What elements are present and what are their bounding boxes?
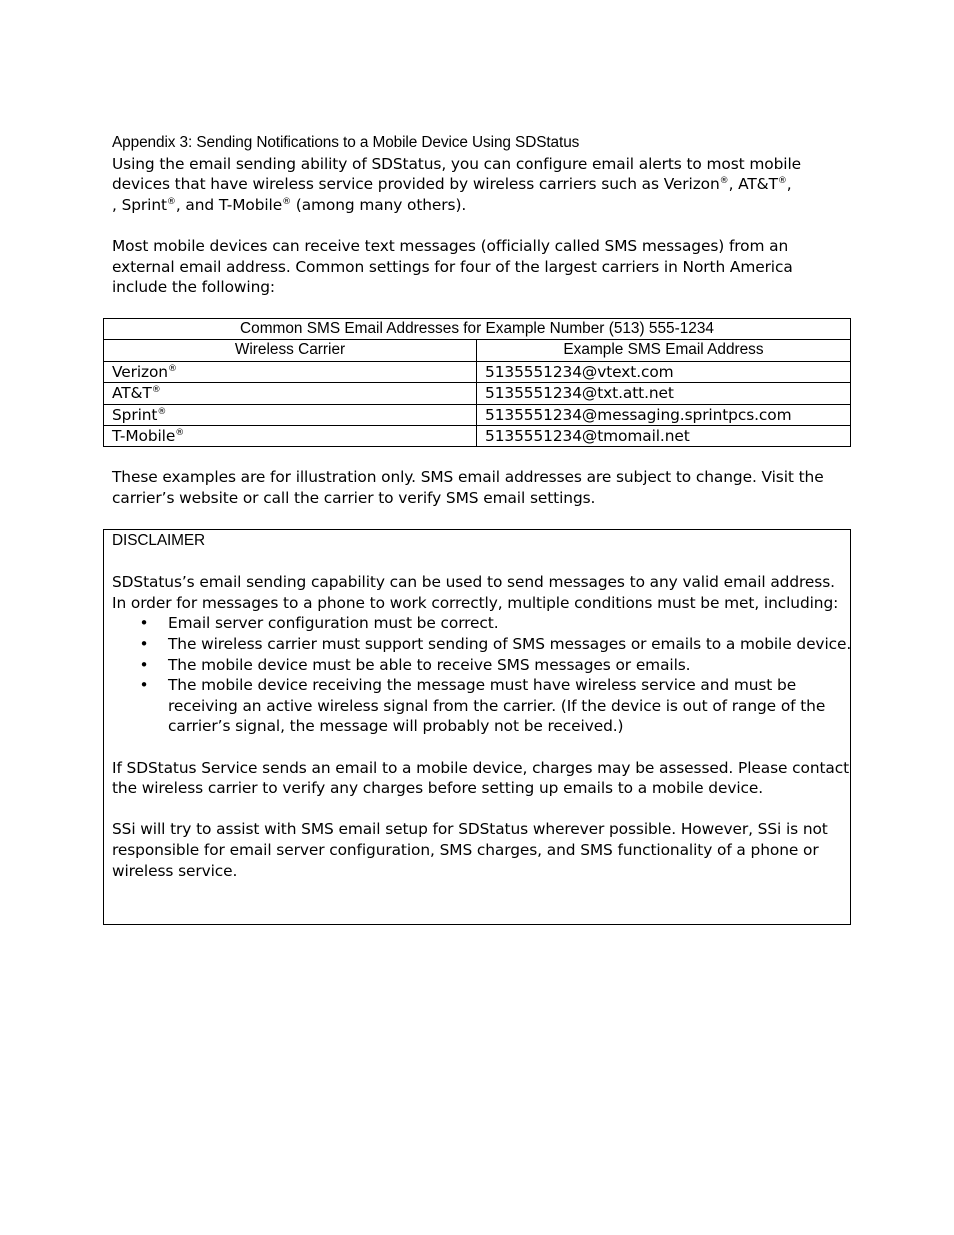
table-row	[104, 426, 851, 447]
condition-text: The mobile device must be able to receive SMS messages or emails.	[168, 655, 691, 674]
list-item	[112, 613, 852, 634]
intro-paragraph: Using the email sending ability of SDStatus, you can configure email alerts to most mobile devices that have wireless service provided by wireless carriers such as Verizon®, AT&T®, , Sprint®, and T-Mobile® (among many others).	[112, 154, 801, 214]
table-header-row	[104, 340, 851, 361]
registered-mark: ®	[157, 406, 167, 417]
conditions-list	[112, 613, 852, 737]
disclaimer-box	[103, 529, 851, 925]
registered-mark: ®	[151, 385, 161, 396]
disclaimer-content	[112, 531, 852, 881]
carrier-name: AT&T	[112, 384, 152, 403]
table-row	[104, 383, 851, 404]
intro-part-4: , and T-Mobile	[175, 195, 283, 214]
registered-mark: ®	[282, 196, 291, 207]
table-caption: Common SMS Email Addresses for Example Number (513) 555-1234	[104, 319, 851, 340]
sms-address-table-wrapper	[103, 318, 851, 447]
charges-paragraph: If SDStatus Service sends an email to a mobile device, charges may be assessed. Please contact the wireless carrier to verify any charges before setting up emails to a mobile device.	[112, 758, 850, 798]
carrier-cell	[104, 383, 477, 404]
intro-part-2: , AT&T	[728, 175, 778, 194]
intro-part-3: , Sprint	[112, 195, 167, 214]
disclaimer-intro: SDStatus’s email sending capability can be used to send messages to any valid email address. In order for messages to a phone to work correctly, multiple conditions must be met, including:	[112, 573, 839, 612]
carrier-cell	[104, 404, 477, 425]
table-row	[104, 404, 851, 425]
carrier-name: T-Mobile	[112, 427, 176, 446]
registered-mark: ®	[777, 176, 787, 187]
support-paragraph: SSi will try to assist with SMS email setup for SDStatus wherever possible. However, SSi is not responsible for email server configuration, SMS charges, and SMS functionality of a phone or wireless service.	[112, 820, 828, 880]
condition-text: The mobile device receiving the message must have wireless service and must be receiving an active wireless signal from the carrier. (If the device is out of range of the carrier’s signal, the message will probably not be received.)	[168, 676, 826, 736]
sms-address-table	[103, 318, 851, 447]
list-item	[112, 634, 852, 655]
carrier-cell	[104, 426, 477, 447]
registered-mark: ®	[166, 196, 176, 207]
appendix-section	[112, 133, 852, 298]
sms-paragraph: Most mobile devices can receive text messages (officially called SMS messages) from an external email address. Common settings for four of the largest carriers in North America include the following:	[112, 236, 793, 297]
appendix-title: Appendix 3: Sending Notifications to a Mobile Device Using SDStatus	[112, 134, 580, 151]
condition-text: Email server configuration must be correct.	[168, 614, 499, 633]
carrier-name: Verizon	[112, 362, 168, 381]
bullet-icon: •	[139, 676, 149, 695]
carrier-cell	[104, 361, 477, 382]
header-wireless-carrier: Wireless Carrier	[104, 340, 477, 361]
registered-mark: ®	[719, 176, 729, 187]
disclaimer-title: DISCLAIMER	[112, 532, 206, 549]
condition-text: The wireless carrier must support sending of SMS messages or emails to a mobile device.	[168, 634, 852, 653]
carrier-name: Sprint	[112, 405, 158, 424]
list-item	[112, 655, 852, 676]
list-item	[112, 675, 852, 737]
address-cell: 5135551234@vtext.com	[477, 361, 851, 382]
table-caption-row	[104, 319, 851, 340]
illustration-note: These examples are for illustration only. SMS email addresses are subject to change. Visit the carrier’s website or call the carrier to verify SMS email settings.	[112, 468, 824, 507]
intro-part-5: (among many others).	[291, 195, 467, 214]
address-cell: 5135551234@tmomail.net	[477, 426, 851, 447]
header-example-address: Example SMS Email Address	[477, 340, 851, 361]
address-cell: 5135551234@txt.att.net	[477, 383, 851, 404]
bullet-icon: •	[139, 634, 149, 653]
registered-mark: ®	[175, 428, 185, 439]
table-row	[104, 361, 851, 382]
bullet-icon: •	[139, 614, 149, 633]
registered-mark: ®	[167, 363, 177, 374]
bullet-icon: •	[139, 655, 149, 674]
address-cell: 5135551234@messaging.sprintpcs.com	[477, 404, 851, 425]
intro-part-1: Using the email sending ability of SDStatus, you can configure email alerts to most mobile devices that have wireless service provided by wireless carriers such as Verizon	[112, 154, 801, 194]
